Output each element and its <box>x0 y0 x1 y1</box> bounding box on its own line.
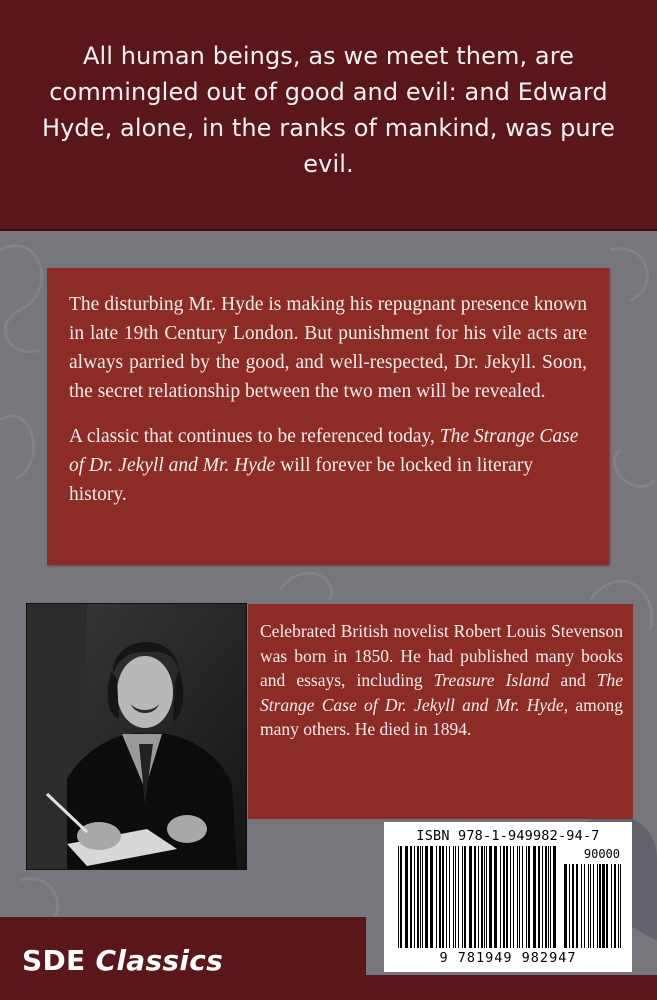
synopsis-p2-start: A classic that continues to be referenced today, <box>69 426 440 447</box>
isbn-label: ISBN 978-1-949982-94-7 <box>416 828 600 844</box>
author-portrait-icon <box>27 604 246 869</box>
price-code: 90000 <box>583 847 620 861</box>
synopsis-box <box>47 268 609 565</box>
ean-digits: 9 781949 982947 <box>439 950 577 966</box>
bio-part-3: , among many others. He died in 1894. <box>260 694 623 739</box>
bio-title-1: Treasure Island <box>433 670 550 690</box>
synopsis-paragraph-1: The disturbing Mr. Hyde is making his repugnant presence known in late 19th Century London. But punishment for his vile acts are always parried by the good, and well-respected, Dr. Jekyll. Soon, the secret relationship between the two men will be revealed. <box>69 294 587 402</box>
bio-title-2: The Strange Case of Dr. Jekyll and Mr. Hyde <box>260 670 623 715</box>
epigraph-quote: All human beings, as we meet them, are commingled out of good and evil: and Edward Hyde, alone, in the ranks of mankind, was pure evil. <box>41 42 616 178</box>
isbn-barcode <box>384 822 632 972</box>
publisher-logo <box>22 944 223 977</box>
synopsis-p2-end: will forever be locked in literary history. <box>69 455 534 505</box>
synopsis-paragraph-2 <box>69 422 587 509</box>
publisher-series: Classics <box>95 944 224 977</box>
publisher-name: SDE <box>22 944 86 977</box>
author-portrait-photo <box>26 603 247 870</box>
bottom-band <box>0 975 657 1000</box>
author-bio-text <box>260 619 623 742</box>
bio-part-1: Celebrated British novelist Robert Louis Stevenson was born in 1850. He had published many books and essays, including <box>260 621 623 690</box>
book-title-italic: The Strange Case of Dr. Jekyll and Mr. Hyde <box>69 426 579 476</box>
quote-band <box>0 0 657 231</box>
author-bio-box <box>248 604 633 819</box>
bio-part-2: and <box>549 670 597 690</box>
